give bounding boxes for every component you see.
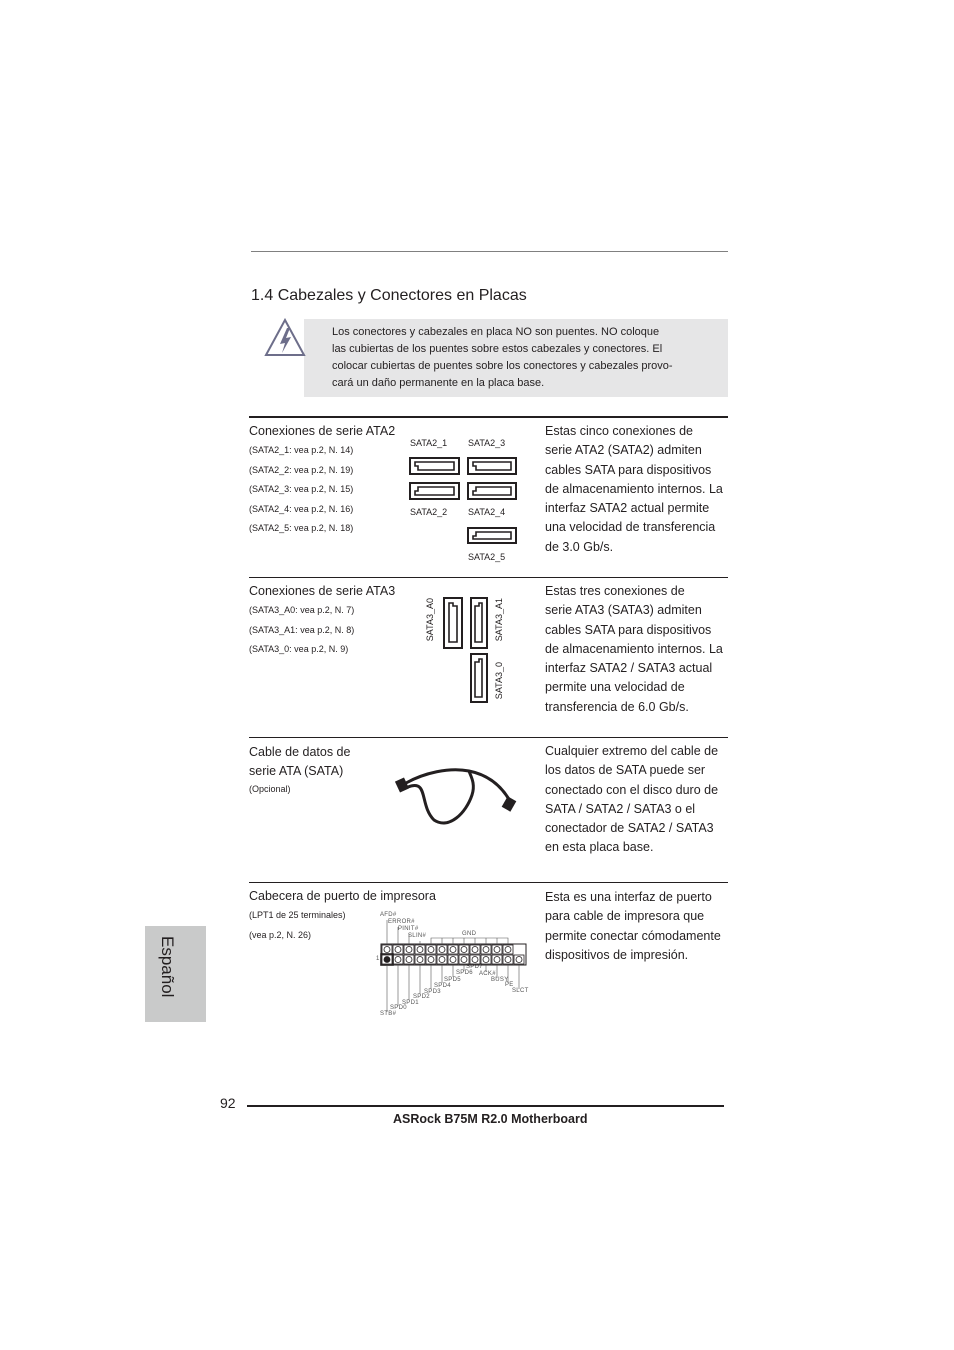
desc-line: en esta placa base. [545,840,654,855]
pin-label-one: 1 [376,956,380,962]
sata2-3-connector [468,458,516,474]
pin-label-spd7: SPD7 [466,964,483,970]
ref-line: (SATA2_3: vea p.2, N. 15) [249,484,354,494]
top-rule [251,251,728,252]
label-sata2-4: SATA2_4 [468,507,506,517]
cable-heading-line: Cable de datos de [249,745,351,759]
sata2-connectors-diagram [408,456,518,546]
sata3-connectors-diagram [440,596,490,706]
label-sata3-a1: SATA3_A1 [494,598,504,642]
section-title: 1.4 Cabezales y Conectores en Placas [251,287,527,304]
desc-line: Estas tres conexiones de [545,584,685,598]
printer-pin [450,957,456,963]
label-sata2-3: SATA2_3 [468,438,506,448]
printer-pin-grid [381,944,526,965]
sata3-0-connector [471,654,487,702]
printer-description [545,888,731,965]
printer-pin [516,957,522,963]
printer-pin [472,947,478,953]
ref-line: (SATA3_A1: vea p.2, N. 8) [249,624,355,635]
cable-heading [249,743,350,782]
desc-line: serie ATA2 (SATA2) admiten [545,443,702,458]
printer-pin [428,947,434,953]
printer-pin [384,957,390,963]
printer-pin [406,947,412,953]
pin-label-afd: AFD# [380,912,397,918]
cable-description [545,742,731,858]
pin-label-pinit: PINIT# [398,926,419,932]
printer-pin [417,957,423,963]
pin-label-spd1: SPD1 [402,1000,419,1006]
section-divider [249,737,728,738]
label-sata2-2: SATA2_2 [410,507,448,517]
pin-label-pe: PE [505,982,514,988]
printer-pin [428,957,434,963]
ref-line: (vea p.2, N. 26) [249,929,312,940]
desc-line: interfaz SATA2 actual permite [545,501,710,516]
printer-pin [505,947,511,953]
desc-line: permite una velocidad de [545,680,685,695]
printer-pin [472,957,478,963]
footer-title: ASRock B75M R2.0 Motherboard [393,1112,588,1126]
printer-pin [417,947,423,953]
section-divider [249,416,728,418]
printer-pin [384,947,390,953]
warning-line: las cubiertas de los puentes sobre estos cabezales y conectores. El [332,343,663,355]
warning-text [332,324,684,392]
printer-pin [505,957,511,963]
sata2-1-connector [410,458,459,474]
label-sata3-0: SATA3_0 [494,662,504,700]
pin-label-spd6: SPD6 [456,970,473,976]
desc-line: de almacenamiento internos. La [545,481,723,496]
pin-label-gnd: GND [462,931,477,937]
section-divider [249,882,728,883]
desc-line: de almacenamiento internos. La [545,641,723,656]
pin-label-spd3: SPD3 [424,989,441,995]
printer-header-diagram [378,910,528,1020]
printer-pin [461,947,467,953]
pin-label-slin: SLIN# [408,933,427,939]
label-sata2-1: SATA2_1 [410,438,448,448]
sata2-5-connector [468,528,516,543]
printer-top-leaders [387,920,508,944]
desc-line: permite conectar cómodamente [545,928,721,943]
sata3-description [545,582,731,717]
desc-line: una velocidad de transferencia [545,520,716,535]
ref-line: (SATA2_4: vea p.2, N. 16) [249,503,354,514]
footer-rule [247,1105,724,1107]
language-tab-label: Español [158,936,177,998]
desc-line: los datos de SATA puede ser [545,763,706,778]
label-sata3-a0: SATA3_A0 [425,598,435,642]
printer-pin [461,957,467,963]
page-number: 92 [220,1095,236,1111]
desc-line: para cable de impresora que [545,909,705,924]
warning-line: colocar cubiertas de puentes sobre los conectores y cabezales provo- [332,360,673,372]
desc-line: serie ATA3 (SATA3) admiten [545,603,702,618]
desc-line: cables SATA para dispositivos [545,462,712,477]
printer-pin [395,957,401,963]
warning-line: Los conectores y cabezales en placa NO son puentes. NO coloque [332,326,660,338]
printer-pin [494,947,500,953]
printer-pin [406,957,412,963]
printer-pin [494,957,500,963]
warning-line: cará un daño permanente en la placa base. [332,377,545,389]
pin-label-spd2: SPD2 [413,994,430,1000]
sata2-description [545,422,731,557]
printer-pin [483,947,489,953]
sata2-2-connector [410,483,459,499]
warning-triangle-icon [264,318,306,358]
printer-pin [483,957,489,963]
sata2-refs [249,441,353,539]
printer-pin [395,947,401,953]
desc-line: conectado con el disco duro de [545,782,719,797]
desc-line: interfaz SATA2 / SATA3 actual [545,661,713,676]
sata2-heading: Conexiones de serie ATA2 [249,424,396,438]
pin-label-busy: BUSY [491,977,509,983]
desc-line: SATA / SATA2 / SATA3 o el [545,801,696,816]
printer-pin [439,957,445,963]
pin-label-spd0: SPD0 [390,1005,407,1011]
desc-line: Cualquier extremo del cable de [545,744,719,758]
sata3-a0-connector [444,598,462,648]
label-sata2-5: SATA2_5 [468,552,506,562]
desc-line: de 3.0 Gb/s. [545,539,614,554]
sata-cable-image [394,765,524,827]
ref-line: (LPT1 de 25 terminales) [249,910,346,920]
desc-line: transferencia de 6.0 Gb/s. [545,699,689,714]
ref-line: (SATA2_5: vea p.2, N. 18) [249,523,354,533]
section-divider [249,577,728,578]
ref-line: (SATA2_1: vea p.2, N. 14) [249,445,354,455]
printer-bottom-leaders [387,965,519,1012]
pin-label-spd4: SPD4 [434,983,451,989]
printer-pin [450,947,456,953]
ref-line: (SATA3_A0: vea p.2, N. 7) [249,605,355,615]
desc-line: dispositivos de impresión. [545,947,689,962]
ref-line: (SATA3_0: vea p.2, N. 9) [249,644,349,654]
ref-line: (SATA2_2: vea p.2, N. 19) [249,464,354,475]
pin-label-slct: SLCT [512,988,529,994]
pin-label-error: ERROR# [388,919,415,925]
sata3-a1-connector [471,598,487,648]
pin-label-ack: ACK# [479,971,496,977]
sata3-refs [249,601,354,660]
printer-pin [439,947,445,953]
pin-label-stb: STB# [380,1011,397,1017]
desc-line: cables SATA para dispositivos [545,622,712,637]
sata3-heading: Conexiones de serie ATA3 [249,584,396,598]
desc-line: Estas cinco conexiones de [545,424,694,438]
printer-refs [249,906,346,945]
desc-line: Esta es una interfaz de puerto [545,890,712,904]
pin-label-spd5: SPD5 [444,977,461,983]
desc-line: conectador de SATA2 / SATA3 [545,821,714,836]
sata2-4-connector [468,483,516,499]
cable-heading-line: serie ATA (SATA) [249,764,344,779]
printer-heading: Cabecera de puerto de impresora [249,889,436,903]
cable-note: (Opcional) [249,784,291,794]
